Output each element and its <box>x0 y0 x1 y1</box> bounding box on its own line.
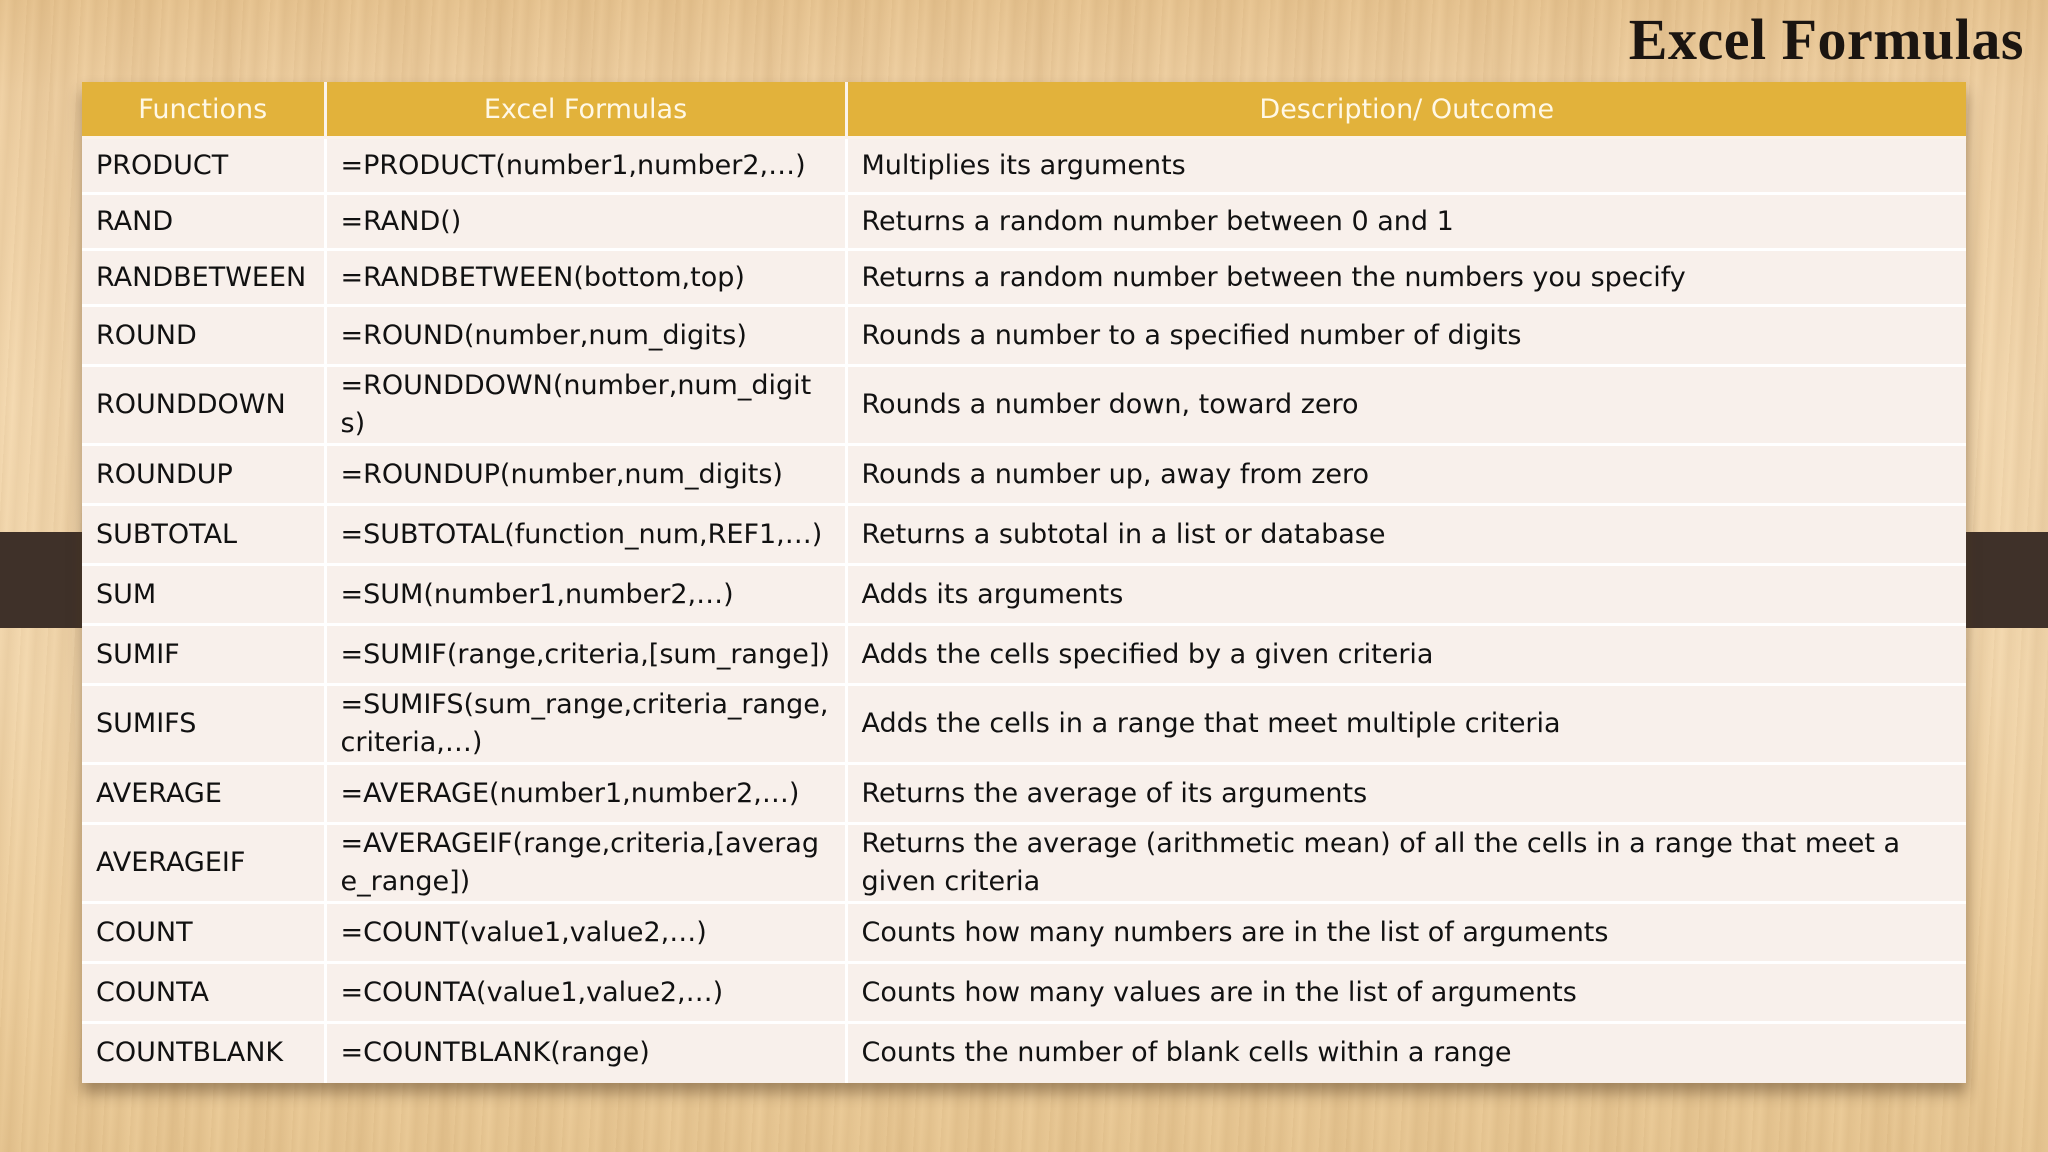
function-name-cell: COUNTA <box>82 963 325 1023</box>
column-header-description: Description/ Outcome <box>846 82 1966 138</box>
formula-cell: =SUBTOTAL(function_num,REF1,…) <box>325 505 846 565</box>
formula-cell: =ROUNDUP(number,num_digits) <box>325 445 846 505</box>
table-header-row <box>82 82 1966 138</box>
description-cell: Counts the number of blank cells within a range <box>846 1023 1966 1083</box>
description-cell: Rounds a number down, toward zero <box>846 366 1966 445</box>
column-header-excel-formulas: Excel Formulas <box>325 82 846 138</box>
function-name-cell: ROUNDUP <box>82 445 325 505</box>
description-cell: Counts how many values are in the list of arguments <box>846 963 1966 1023</box>
formula-cell: =SUMIFS(sum_range,criteria_range,criteria,…) <box>325 685 846 764</box>
table-row <box>82 138 1966 194</box>
decorative-band-right <box>1962 532 2048 628</box>
table-row <box>82 445 1966 505</box>
table-row <box>82 685 1966 764</box>
formula-cell: =AVERAGE(number1,number2,…) <box>325 764 846 824</box>
description-cell: Rounds a number up, away from zero <box>846 445 1966 505</box>
formula-cell: =COUNTBLANK(range) <box>325 1023 846 1083</box>
function-name-cell: SUMIFS <box>82 685 325 764</box>
formula-cell: =PRODUCT(number1,number2,…) <box>325 138 846 194</box>
formula-cell: =SUM(number1,number2,…) <box>325 565 846 625</box>
decorative-band-left <box>0 532 84 628</box>
description-cell: Counts how many numbers are in the list of arguments <box>846 903 1966 963</box>
formula-cell: =COUNTA(value1,value2,…) <box>325 963 846 1023</box>
function-name-cell: ROUNDDOWN <box>82 366 325 445</box>
table-row <box>82 824 1966 903</box>
function-name-cell: PRODUCT <box>82 138 325 194</box>
table-row <box>82 250 1966 306</box>
description-cell: Returns the average of its arguments <box>846 764 1966 824</box>
description-cell: Adds the cells in a range that meet multiple criteria <box>846 685 1966 764</box>
formula-cell: =RANDBETWEEN(bottom,top) <box>325 250 846 306</box>
description-cell: Returns a subtotal in a list or database <box>846 505 1966 565</box>
table-row <box>82 306 1966 366</box>
formula-cell: =ROUNDDOWN(number,num_digits) <box>325 366 846 445</box>
description-cell: Returns a random number between 0 and 1 <box>846 194 1966 250</box>
table-row <box>82 194 1966 250</box>
column-header-functions: Functions <box>82 82 325 138</box>
formula-cell: =ROUND(number,num_digits) <box>325 306 846 366</box>
function-name-cell: COUNTBLANK <box>82 1023 325 1083</box>
function-name-cell: SUMIF <box>82 625 325 685</box>
table-body <box>82 138 1966 1083</box>
function-name-cell: RAND <box>82 194 325 250</box>
table-row <box>82 1023 1966 1083</box>
formula-table <box>82 82 1966 1083</box>
function-name-cell: AVERAGE <box>82 764 325 824</box>
description-cell: Adds the cells specified by a given criteria <box>846 625 1966 685</box>
description-cell: Rounds a number to a specified number of digits <box>846 306 1966 366</box>
slide-title: Excel Formulas <box>1628 7 2024 72</box>
table-row <box>82 963 1966 1023</box>
formula-cell: =COUNT(value1,value2,…) <box>325 903 846 963</box>
function-name-cell: SUM <box>82 565 325 625</box>
formula-cell: =SUMIF(range,criteria,[sum_range]) <box>325 625 846 685</box>
description-cell: Returns the average (arithmetic mean) of all the cells in a range that meet a given criteria <box>846 824 1966 903</box>
function-name-cell: ROUND <box>82 306 325 366</box>
function-name-cell: SUBTOTAL <box>82 505 325 565</box>
table-row <box>82 565 1966 625</box>
table-row <box>82 366 1966 445</box>
table-row <box>82 764 1966 824</box>
table-row <box>82 625 1966 685</box>
description-cell: Adds its arguments <box>846 565 1966 625</box>
table-row <box>82 903 1966 963</box>
table-row <box>82 505 1966 565</box>
function-name-cell: COUNT <box>82 903 325 963</box>
function-name-cell: RANDBETWEEN <box>82 250 325 306</box>
description-cell: Multiplies its arguments <box>846 138 1966 194</box>
formula-table-container <box>82 82 1966 1083</box>
formula-cell: =AVERAGEIF(range,criteria,[average_range]) <box>325 824 846 903</box>
formula-cell: =RAND() <box>325 194 846 250</box>
description-cell: Returns a random number between the numbers you specify <box>846 250 1966 306</box>
function-name-cell: AVERAGEIF <box>82 824 325 903</box>
